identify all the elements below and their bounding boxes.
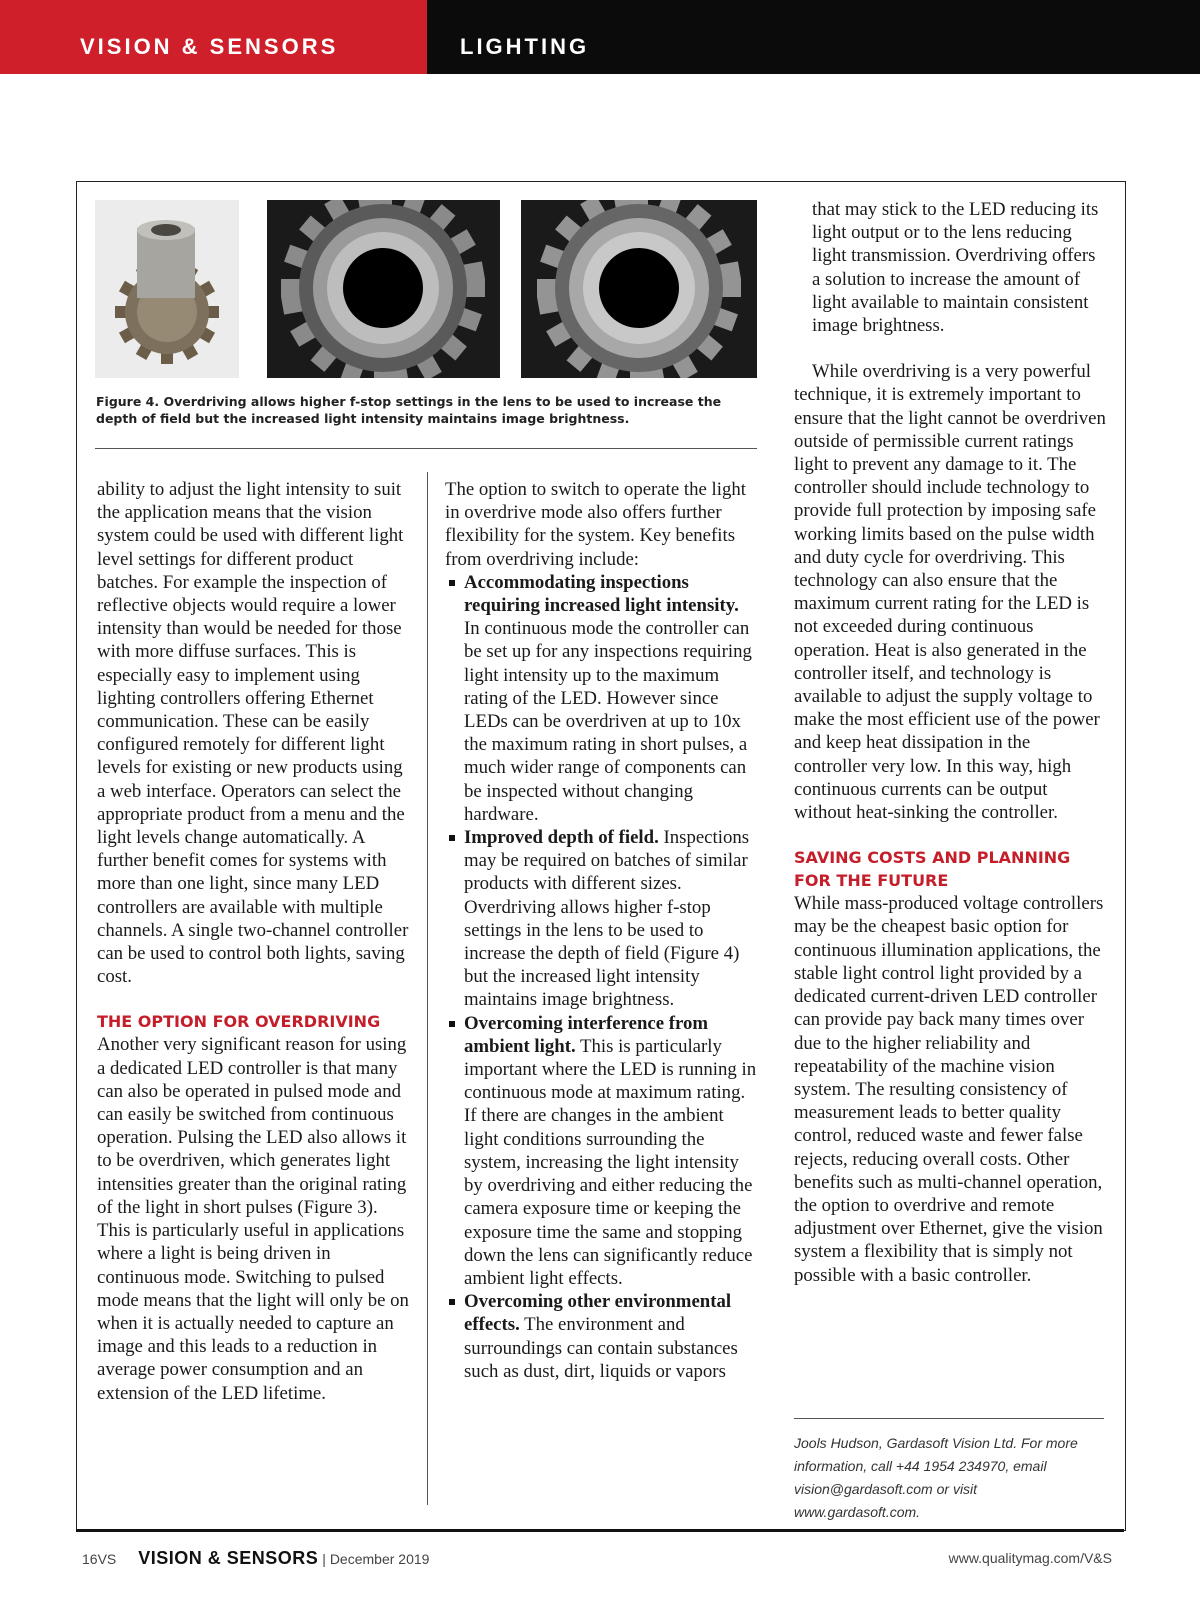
column-divider <box>427 472 428 1505</box>
section-label: VISION & SENSORS <box>80 34 339 59</box>
col2-intro: The option to switch to operate the light in overdrive mode also offers further flexibility for the system. Key benefits from overdriving include: <box>445 479 746 570</box>
benefit-item <box>445 826 757 1012</box>
gear-image-low <box>267 200 500 378</box>
column-3 <box>794 198 1106 1287</box>
benefit-body: In continuous mode the controller can be set up for any inspections requiring light intensity up to the maximum rating of the LED. However since LEDs can be overdriven at up to 10x the maximum rating in short pulses, a much wider range of components can be inspected without changing hardware. <box>464 618 752 825</box>
col3-paragraph-1: While overdriving is a very powerful technique, it is extremely important to ensure that the light cannot be overdriven outside of permissible current ratings light to prevent any damage to it. The controller should include technology to provide full protection by imposing safe working limits based on the pulse width and duty cycle for overdriving. This technology can also ensure that the maximum current rating for the LED is not exceeded during continuous operation. Heat is also generated in the controller itself, and technology is available to adjust the supply voltage to make the most efficient use of the power and keep heat dissipation in the controller very low. In this way, high continuous currents can be output without heat-sinking the controller. <box>794 361 1106 824</box>
col3-paragraph-2: While mass-produced voltage controllers may be the cheapest basic option for continuous illumination applications, the stable light control light provided by a dedicated current-driven LED controller can provide pay back many times over due to the higher reliability and repeatability of the machine vision system. The resulting consistency of measurement leads to better quality control, reduced waste and fewer false rejects, reducing overall costs. Other benefits such as multi-channel operation, the option to overdrive and remote adjustment over Ethernet, give the vision system a flexibility that is simply not possible with a basic controller. <box>794 893 1104 1286</box>
figure-caption: Figure 4. Overdriving allows higher f-stop settings in the lens to be used to increase the depth of field but the increased light intensity maintains image brightness. <box>96 394 722 426</box>
benefit-body: Inspections may be required on batches of similar products with different sizes. Overdriving allows higher f-stop settings in the lens to be used to increase the depth of field (Figure 4) but the increased light intensity maintains image brightness. <box>464 827 750 1011</box>
benefit-title: Improved depth of field. <box>464 827 659 849</box>
column-1 <box>97 478 409 1405</box>
benefits-list <box>445 571 757 1383</box>
header-bar <box>0 0 1200 74</box>
author-credit: Jools Hudson, Gardasoft Vision Ltd. For more information, call +44 1954 234970, email vision@gardasoft.com or visit www.gardasoft.com. <box>794 1435 1078 1520</box>
benefit-item <box>445 571 757 826</box>
footer-brand: VISION & SENSORS <box>138 1548 319 1568</box>
caption-divider <box>95 448 757 449</box>
col3-continuation: that may stick to the LED reducing its light output or to the lens reducing light transmission. Overdriving offers a solution to increase the amount of light available to maintain consistent image brightness. <box>812 199 1099 337</box>
page-number: 16VS <box>82 1551 117 1567</box>
bottom-rule <box>76 1529 1124 1532</box>
benefit-body: This is particularly important where the LED is running in continuous mode at maximum rating. If there are changes in the ambient light conditions surrounding the system, increasing the light intensity by overdriving and either reducing the camera exposure time or keeping the exposure time the same and stopping down the lens can significantly reduce ambient light effects. <box>464 1035 757 1289</box>
benefit-body: The environment and surroundings can contain substances such as dust, dirt, liquids or vapors <box>464 1314 738 1382</box>
col3-heading: SAVING COSTS AND PLANNING FOR THE FUTURE <box>794 848 1071 891</box>
col1-paragraph-1: ability to adjust the light intensity to suit the application means that the vision system could be used with different light level settings for different product batches. For example the inspection of reflective objects would require a lower intensity than would be needed for those with more diffuse surfaces. This is especially easy to implement using lighting controllers offering Ethernet communication. These can be easily configured remotely for different light levels for existing or new products using a web interface. Operators can select the appropriate product from a menu and the light levels change automatically. A further benefit comes for systems with more than one light, since many LED controllers are available with multiple channels. A single two-channel controller can be used to control both lights, saving cost. <box>97 479 409 988</box>
column-2 <box>445 478 757 1383</box>
benefit-title: Accommodating inspections requiring increased light intensity. <box>464 571 739 617</box>
topic-label: LIGHTING <box>460 34 590 59</box>
page-footer <box>82 1548 1112 1569</box>
benefit-item <box>445 1012 757 1290</box>
footer-url[interactable]: www.qualitymag.com/V&S <box>948 1550 1112 1566</box>
col1-heading: THE OPTION FOR OVERDRIVING <box>97 1012 381 1032</box>
gear-photo <box>95 200 239 378</box>
issue-date: | December 2019 <box>322 1551 430 1567</box>
col1-paragraph-2: Another very significant reason for using a dedicated LED controller is that many can also be operated in pulsed mode and can easily be switched from continuous operation. Pulsing the LED also allows it to be overdriven, which generates light intensities greater than the original rating of the light in short pulses (Figure 3). This is particularly useful in applications where a light is being driven in continuous mode. Switching to pulsed mode means that the light will only be on when it is actually needed to capture an image and this leads to a reduction in average power consumption and an extension of the LED lifetime. <box>97 1034 409 1404</box>
benefit-title: Overcoming other environmental effects. <box>464 1291 732 1336</box>
gear-image-high <box>521 200 757 378</box>
credit-divider <box>794 1418 1104 1419</box>
benefit-item <box>445 1290 757 1383</box>
benefit-title: Overcoming interference from ambient light. <box>464 1012 709 1057</box>
